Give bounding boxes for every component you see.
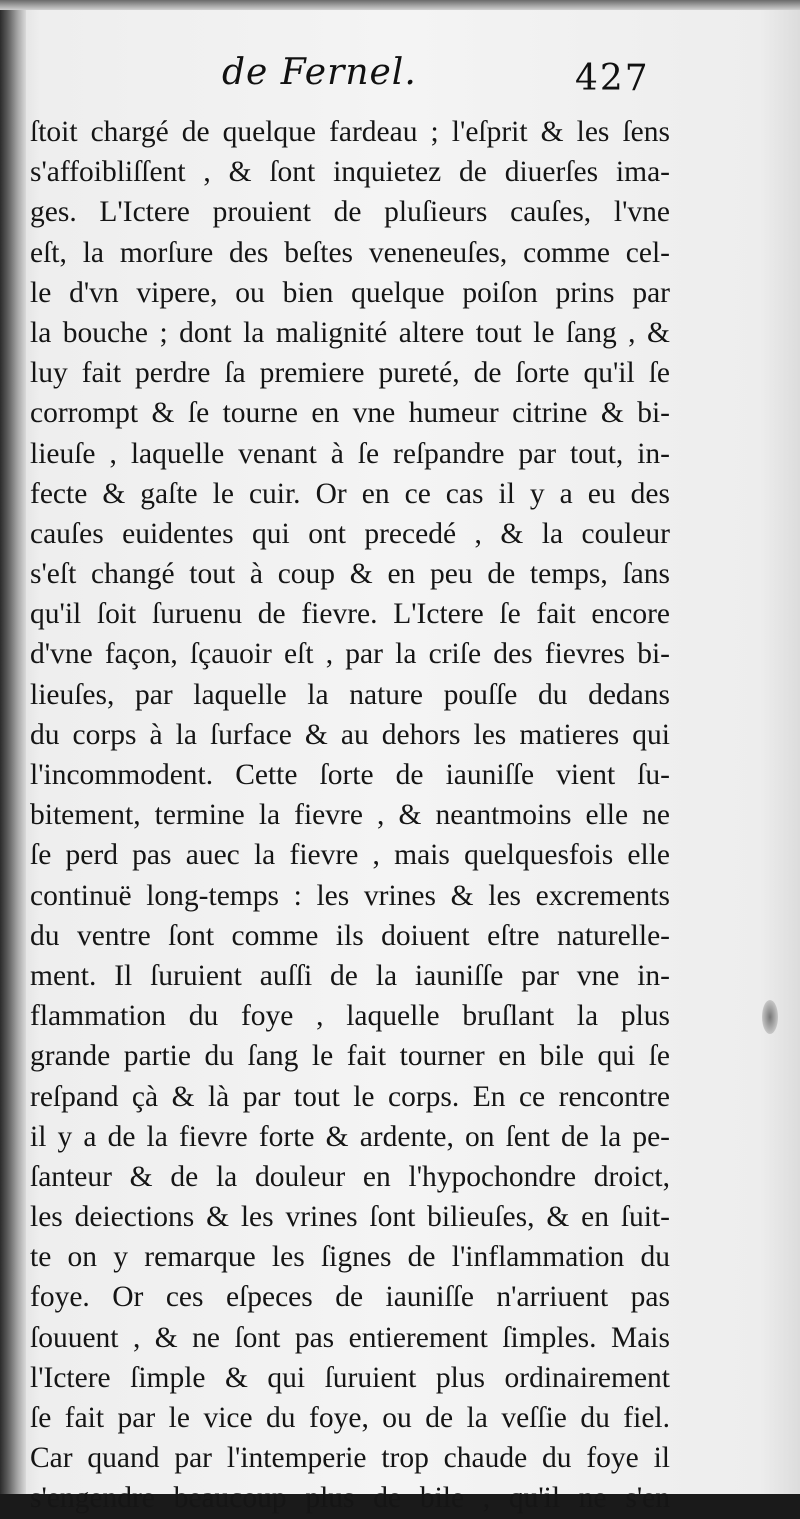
text-line: les deiections & les vrines ſont bilieuſes, & en ſuit- — [30, 1201, 670, 1234]
text-line: lieuſe , laquelle venant à ſe reſpandre par tout, in- — [30, 437, 670, 470]
text-line: ſe perd pas auec la fievre , mais quelquesfois elle — [30, 839, 670, 872]
text-line: s'engendre beaucoup plus de bile , qu'il ne s'en — [30, 1482, 670, 1515]
text-line: bitement, termine la fievre , & neantmoins elle ne — [30, 799, 670, 832]
text-line: du corps à la ſurface & au dehors les matieres qui — [30, 718, 670, 751]
ink-smudge — [762, 1000, 778, 1034]
running-head — [30, 50, 670, 110]
body-text — [30, 112, 670, 1515]
text-line: du ventre ſont comme ils doiuent eſtre naturelle- — [30, 919, 670, 952]
text-line: eſt, la morſure des beſtes veneneuſes, comme cel- — [30, 236, 670, 269]
text-line: grande partie du ſang le fait tourner en bile qui ſe — [30, 1040, 670, 1073]
text-line: lieuſes, par laquelle la nature pouſſe du dedans — [30, 678, 670, 711]
text-line: continuë long-temps : les vrines & les excrements — [30, 879, 670, 912]
text-line: ſe fait par le vice du foye, ou de la veſſie du fiel. — [30, 1402, 670, 1434]
text-line: ſanteur & de la douleur en l'hypochondre droict, — [30, 1160, 670, 1193]
text-line: flammation du foye , laquelle bruſlant la plus — [30, 1000, 670, 1033]
text-line: ſouuent , & ne ſont pas entierement ſimples. Mais — [30, 1321, 670, 1354]
text-line: qu'il ſoit ſuruenu de fievre. L'Ictere ſe fait encore — [30, 598, 670, 631]
text-line: Car quand par l'intemperie trop chaude du foye il — [30, 1442, 670, 1475]
text-line: d'vne façon, ſçauoir eſt , par la criſe des fievres bi- — [30, 638, 670, 671]
text-line: luy fait perdre ſa premiere pureté, de ſorte qu'il ſe — [30, 357, 670, 390]
text-line: ges. L'Ictere prouient de pluſieurs cauſes, l'vne — [30, 196, 670, 229]
text-line: la bouche ; dont la malignité altere tout le ſang , & — [30, 316, 670, 349]
text-line: ſtoit chargé de quelque fardeau ; l'eſprit & les ſens — [30, 116, 670, 148]
text-line: te on y remarque les ſignes de l'inflammation du — [30, 1241, 670, 1274]
text-line: il y a de la fievre forte & ardente, on ſent de la pe- — [30, 1120, 670, 1153]
running-head-title: de Fernel. — [222, 52, 417, 93]
page-number: 427 — [575, 58, 650, 99]
text-line: le d'vn vipere, ou bien quelque poiſon prins par — [30, 276, 670, 309]
text-line: s'affoibliſſent , & ſont inquietez de diuerſes ima- — [30, 156, 670, 189]
binding-gutter — [0, 0, 26, 1494]
text-line: reſpand çà & là par tout le corps. En ce rencontre — [30, 1080, 670, 1113]
text-line: l'incommodent. Cette ſorte de iauniſſe vient ſu- — [30, 759, 670, 791]
text-line: foye. Or ces eſpeces de iauniſſe n'arriuent pas — [30, 1281, 670, 1314]
text-line: cauſes euidentes qui ont precedé , & la couleur — [30, 517, 670, 550]
text-line: fecte & gaſte le cuir. Or en ce cas il y a eu des — [30, 477, 670, 510]
page-top-edge — [0, 0, 800, 10]
text-line: l'Ictere ſimple & qui ſuruient plus ordinairement — [30, 1361, 670, 1394]
text-line: ment. Il ſuruient auſſi de la iauniſſe par vne in- — [30, 959, 670, 992]
text-line: s'eſt changé tout à coup & en peu de temps, ſans — [30, 558, 670, 591]
text-line: corrompt & ſe tourne en vne humeur citrine & bi- — [30, 397, 670, 430]
